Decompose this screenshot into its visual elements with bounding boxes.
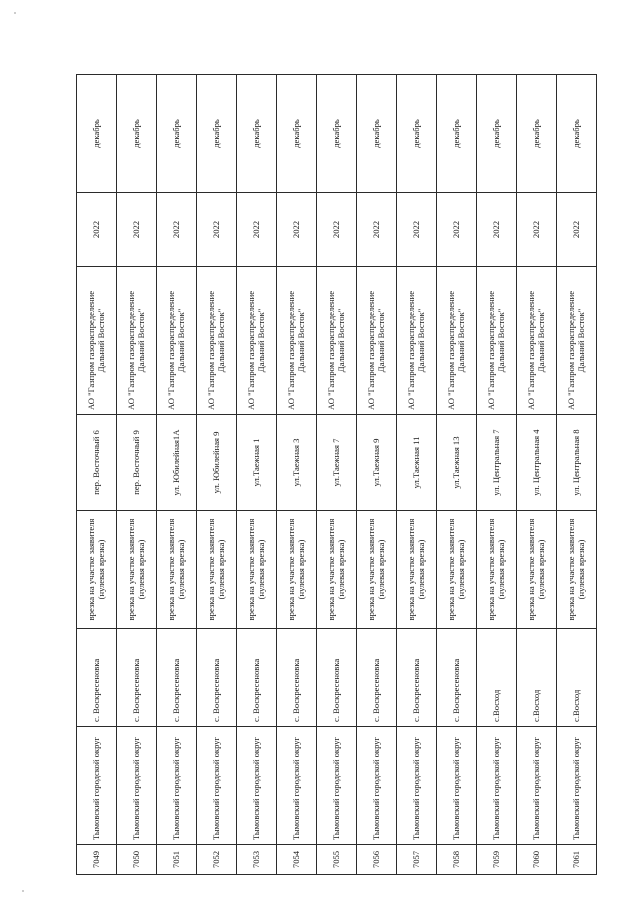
district-cell: Тымовский городской округ — [397, 727, 437, 845]
month-cell: декабрь — [77, 75, 117, 193]
row-number: 7060 — [517, 845, 557, 875]
organization-cell — [357, 267, 397, 415]
work-type-cell — [157, 511, 197, 629]
scan-speck — [22, 890, 24, 892]
row-number: 7057 — [397, 845, 437, 875]
organization-line1: АО "Газпром газораспределение — [405, 290, 416, 410]
year-cell: 2022 — [517, 193, 557, 267]
organization-line1: АО "Газпром газораспределение — [525, 290, 536, 410]
organization-line2: Дальний Восток" — [175, 308, 186, 373]
table-row — [77, 75, 117, 875]
month-cell: декабрь — [557, 75, 597, 193]
year-cell: 2022 — [477, 193, 517, 267]
settlement-cell: с. Воскресеновка — [397, 629, 437, 727]
settlement-cell: с. Воскресеновка — [437, 629, 477, 727]
year-cell: 2022 — [317, 193, 357, 267]
settlement-cell: с.Восход — [517, 629, 557, 727]
work-type-cell — [237, 511, 277, 629]
work-type-cell — [477, 511, 517, 629]
rotated-table-wrapper — [76, 75, 597, 875]
district-cell: Тымовский городской округ — [477, 727, 517, 845]
work-type-line2: (нулевая врезка) — [375, 539, 386, 600]
settlement-cell: с. Воскресеновка — [237, 629, 277, 727]
work-type-line2: (нулевая врезка) — [215, 539, 226, 600]
settlement-cell: с. Воскресеновка — [197, 629, 237, 727]
organization-cell — [197, 267, 237, 415]
address-cell: пер. Восточный 9 — [117, 415, 157, 511]
row-number: 7059 — [477, 845, 517, 875]
address-cell: ул.Таежная 1 — [237, 415, 277, 511]
row-number: 7055 — [317, 845, 357, 875]
table-row — [397, 75, 437, 875]
work-type-line1: врезка на участке заявителя — [485, 518, 496, 621]
settlement-cell: с. Воскресеновка — [317, 629, 357, 727]
work-type-line2: (нулевая врезка) — [95, 539, 106, 600]
work-type-cell — [117, 511, 157, 629]
work-type-line1: врезка на участке заявителя — [365, 518, 376, 621]
table-row — [317, 75, 357, 875]
district-cell: Тымовский городской округ — [317, 727, 357, 845]
work-type-line2: (нулевая врезка) — [415, 539, 426, 600]
district-cell: Тымовский городской округ — [557, 727, 597, 845]
settlement-cell: с. Воскресеновка — [357, 629, 397, 727]
organization-line1: АО "Газпром газораспределение — [365, 290, 376, 410]
register-table — [76, 74, 597, 875]
organization-line1: АО "Газпром газораспределение — [205, 290, 216, 410]
work-type-line2: (нулевая врезка) — [295, 539, 306, 600]
row-number: 7053 — [237, 845, 277, 875]
work-type-line2: (нулевая врезка) — [455, 539, 466, 600]
organization-line1: АО "Газпром газораспределение — [85, 290, 96, 410]
year-cell: 2022 — [197, 193, 237, 267]
year-cell: 2022 — [357, 193, 397, 267]
address-cell: ул.Таежная 7 — [317, 415, 357, 511]
work-type-line1: врезка на участке заявителя — [525, 518, 536, 621]
table-body — [77, 75, 597, 875]
work-type-line1: врезка на участке заявителя — [325, 518, 336, 621]
row-number: 7052 — [197, 845, 237, 875]
table-row — [237, 75, 277, 875]
organization-cell — [317, 267, 357, 415]
table-row — [117, 75, 157, 875]
month-cell: декабрь — [237, 75, 277, 193]
district-cell: Тымовский городской округ — [117, 727, 157, 845]
year-cell: 2022 — [437, 193, 477, 267]
row-number: 7051 — [157, 845, 197, 875]
row-number: 7056 — [357, 845, 397, 875]
work-type-line2: (нулевая врезка) — [495, 539, 506, 600]
organization-line1: АО "Газпром газораспределение — [165, 290, 176, 410]
table-row — [517, 75, 557, 875]
work-type-cell — [357, 511, 397, 629]
work-type-line1: врезка на участке заявителя — [405, 518, 416, 621]
table-row — [557, 75, 597, 875]
work-type-line1: врезка на участке заявителя — [285, 518, 296, 621]
district-cell: Тымовский городской округ — [517, 727, 557, 845]
settlement-cell: с.Восход — [557, 629, 597, 727]
month-cell: декабрь — [197, 75, 237, 193]
organization-line2: Дальний Восток" — [295, 308, 306, 373]
address-cell: ул. Центральная 7 — [477, 415, 517, 511]
table-row — [437, 75, 477, 875]
address-cell: ул.Таежная 13 — [437, 415, 477, 511]
address-cell: ул.Таежная 3 — [277, 415, 317, 511]
row-number: 7049 — [77, 845, 117, 875]
organization-line2: Дальний Восток" — [415, 308, 426, 373]
organization-line1: АО "Газпром газораспределение — [125, 290, 136, 410]
district-cell: Тымовский городской округ — [437, 727, 477, 845]
month-cell: декабрь — [157, 75, 197, 193]
work-type-line2: (нулевая врезка) — [175, 539, 186, 600]
address-cell: ул. Юбилейная 9 — [197, 415, 237, 511]
table-row — [357, 75, 397, 875]
organization-line2: Дальний Восток" — [335, 308, 346, 373]
organization-cell — [477, 267, 517, 415]
organization-cell — [77, 267, 117, 415]
organization-line2: Дальний Восток" — [535, 308, 546, 373]
organization-cell — [237, 267, 277, 415]
work-type-line1: врезка на участке заявителя — [205, 518, 216, 621]
work-type-line1: врезка на участке заявителя — [125, 518, 136, 621]
work-type-cell — [77, 511, 117, 629]
address-cell: ул. Юбилейная1А — [157, 415, 197, 511]
month-cell: декабрь — [117, 75, 157, 193]
year-cell: 2022 — [277, 193, 317, 267]
work-type-line2: (нулевая врезка) — [575, 539, 586, 600]
work-type-cell — [437, 511, 477, 629]
work-type-cell — [277, 511, 317, 629]
settlement-cell: с.Восход — [477, 629, 517, 727]
organization-line1: АО "Газпром газораспределение — [485, 290, 496, 410]
district-cell: Тымовский городской округ — [197, 727, 237, 845]
organization-cell — [517, 267, 557, 415]
year-cell: 2022 — [117, 193, 157, 267]
year-cell: 2022 — [397, 193, 437, 267]
district-cell: Тымовский городской округ — [357, 727, 397, 845]
organization-cell — [157, 267, 197, 415]
table-row — [277, 75, 317, 875]
district-cell: Тымовский городской округ — [277, 727, 317, 845]
year-cell: 2022 — [237, 193, 277, 267]
month-cell: декабрь — [397, 75, 437, 193]
organization-line2: Дальний Восток" — [575, 308, 586, 373]
work-type-line1: врезка на участке заявителя — [445, 518, 456, 621]
organization-line2: Дальний Восток" — [255, 308, 266, 373]
work-type-cell — [397, 511, 437, 629]
table-row — [197, 75, 237, 875]
month-cell: декабрь — [317, 75, 357, 193]
work-type-line1: врезка на участке заявителя — [245, 518, 256, 621]
address-cell: пер. Восточный 6 — [77, 415, 117, 511]
organization-cell — [437, 267, 477, 415]
work-type-cell — [557, 511, 597, 629]
organization-cell — [117, 267, 157, 415]
district-cell: Тымовский городской округ — [237, 727, 277, 845]
year-cell: 2022 — [77, 193, 117, 267]
organization-line1: АО "Газпром газораспределение — [245, 290, 256, 410]
row-number: 7050 — [117, 845, 157, 875]
organization-line1: АО "Газпром газораспределение — [445, 290, 456, 410]
settlement-cell: с. Воскресеновка — [117, 629, 157, 727]
year-cell: 2022 — [557, 193, 597, 267]
organization-line2: Дальний Восток" — [455, 308, 466, 373]
organization-line2: Дальний Восток" — [135, 308, 146, 373]
work-type-line2: (нулевая врезка) — [255, 539, 266, 600]
work-type-cell — [197, 511, 237, 629]
work-type-line2: (нулевая врезка) — [535, 539, 546, 600]
row-number: 7054 — [277, 845, 317, 875]
organization-line2: Дальний Восток" — [495, 308, 506, 373]
table-row — [477, 75, 517, 875]
address-cell: ул.Таежная 9 — [357, 415, 397, 511]
address-cell: ул. Центральная 4 — [517, 415, 557, 511]
settlement-cell: с. Воскресеновка — [157, 629, 197, 727]
organization-cell — [397, 267, 437, 415]
work-type-line1: врезка на участке заявителя — [85, 518, 96, 621]
month-cell: декабрь — [477, 75, 517, 193]
address-cell: ул.Таежная 11 — [397, 415, 437, 511]
work-type-cell — [517, 511, 557, 629]
row-number: 7058 — [437, 845, 477, 875]
year-cell: 2022 — [157, 193, 197, 267]
organization-line1: АО "Газпром газораспределение — [285, 290, 296, 410]
row-number: 7061 — [557, 845, 597, 875]
scan-speck — [14, 12, 16, 14]
settlement-cell: с. Воскресеновка — [77, 629, 117, 727]
month-cell: декабрь — [277, 75, 317, 193]
district-cell: Тымовский городской округ — [157, 727, 197, 845]
month-cell: декабрь — [437, 75, 477, 193]
address-cell: ул. Центральная 8 — [557, 415, 597, 511]
work-type-line1: врезка на участке заявителя — [565, 518, 576, 621]
work-type-line1: врезка на участке заявителя — [165, 518, 176, 621]
month-cell: декабрь — [517, 75, 557, 193]
organization-line2: Дальний Восток" — [375, 308, 386, 373]
work-type-line2: (нулевая врезка) — [135, 539, 146, 600]
month-cell: декабрь — [357, 75, 397, 193]
table-row — [157, 75, 197, 875]
work-type-line2: (нулевая врезка) — [335, 539, 346, 600]
work-type-cell — [317, 511, 357, 629]
organization-line1: АО "Газпром газораспределение — [325, 290, 336, 410]
organization-line2: Дальний Восток" — [95, 308, 106, 373]
settlement-cell: с. Воскресеновка — [277, 629, 317, 727]
organization-cell — [557, 267, 597, 415]
organization-cell — [277, 267, 317, 415]
organization-line2: Дальний Восток" — [215, 308, 226, 373]
district-cell: Тымовский городской округ — [77, 727, 117, 845]
organization-line1: АО "Газпром газораспределение — [565, 290, 576, 410]
